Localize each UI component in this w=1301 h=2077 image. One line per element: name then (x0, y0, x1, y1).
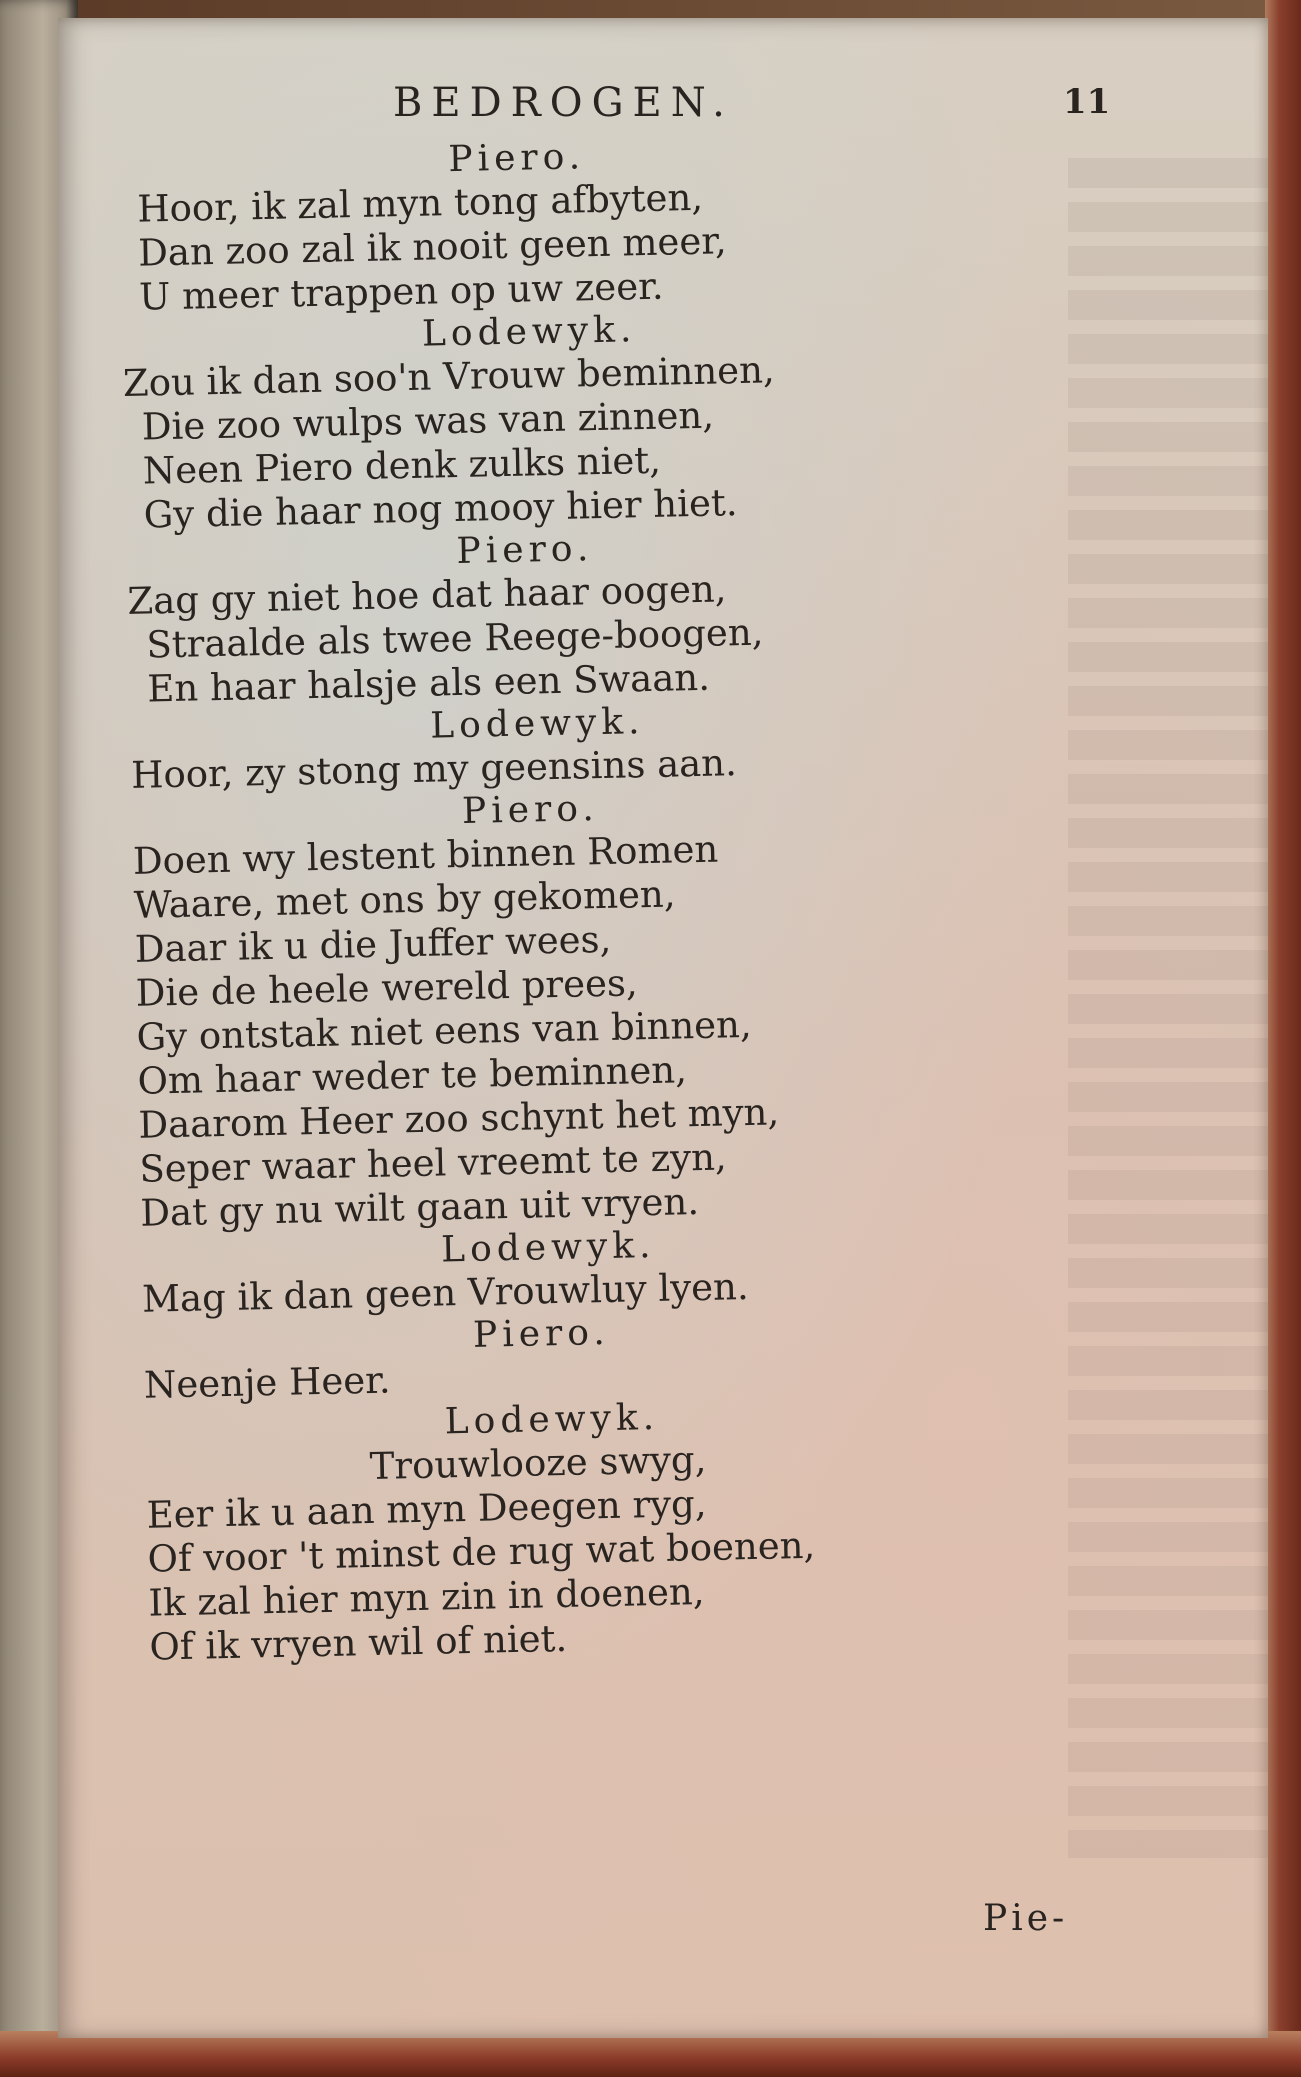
verse-line: Straalde als twee Reege-boogen, (146, 610, 764, 667)
verse-line: Hoor, zy stong my geensins aan. (130, 741, 738, 797)
verse-line: Gy ontstak niet eens van binnen, (136, 1002, 753, 1059)
verse-line: Of voor 't minst de rug wat boenen, (147, 1523, 816, 1581)
verse-line: Om haar weder te beminnen, (137, 1048, 688, 1103)
verse-line: Doen wy lestent binnen Romen (132, 827, 719, 883)
book-page (58, 18, 1268, 2038)
speaker-name: Lodewyk. (440, 1224, 656, 1271)
verse-line: Die de heele wereld prees, (135, 961, 639, 1015)
verse-line: Hoor, ik zal myn tong afbyten, (136, 175, 704, 231)
verse-line: Die zoo wulps was van zinnen, (141, 393, 715, 449)
verse-line: Of ik vryen wil of niet. (148, 1616, 568, 1669)
verse-line: Mag ik dan geen Vrouwluy lyen. (141, 1265, 750, 1321)
verse-line: Neen Piero denk zulks niet, (142, 438, 662, 493)
page-number: 11 (1063, 82, 1111, 122)
verse-line: Eer ik u aan myn Deegen ryg, (146, 1481, 707, 1537)
speaker-name: Piero. (447, 136, 586, 181)
speaker-name: Lodewyk. (429, 701, 645, 747)
verse-line: Daar ik u die Juffer wees, (134, 917, 612, 971)
speaker-name: Lodewyk. (444, 1396, 660, 1443)
verse-line: Daarom Heer zoo schynt het myn, (138, 1090, 780, 1147)
catchword: Pie- (983, 1898, 1069, 1939)
verse-line: Zag gy niet hoe dat haar oogen, (127, 567, 727, 623)
speaker-name: Piero. (456, 528, 594, 572)
speaker-name: Lodewyk. (421, 309, 637, 355)
dialogue-text (118, 123, 1230, 1669)
speaker-name: Piero. (472, 1311, 611, 1356)
speaker-name: Piero. (461, 788, 600, 832)
running-title: BEDROGEN. (393, 80, 734, 126)
verse-line: Waare, met ons by gekomen, (133, 872, 676, 927)
verse-line: Ik zal hier myn zin in doenen, (148, 1570, 705, 1625)
verse-line: Neenje Heer. (143, 1358, 391, 1407)
verse-line: Dan zoo zal ik nooit geen meer, (137, 219, 728, 275)
verse-line: Seper waar heel vreemt te zyn, (138, 1135, 728, 1191)
verse-line: En haar halsje als een Swaan. (146, 655, 711, 711)
binding-edge (1265, 0, 1301, 2077)
verse-line: Zou ik dan soo'n Vrouw beminnen, (122, 348, 776, 405)
verse-line: Gy die haar nog mooy hier hiet. (143, 481, 738, 537)
verse-line: Dat gy nu wilt gaan uit vryen. (139, 1180, 700, 1235)
verse-line: Trouwlooze swyg, (369, 1437, 707, 1489)
verse-line: U meer trappen op uw zeer. (138, 264, 664, 319)
